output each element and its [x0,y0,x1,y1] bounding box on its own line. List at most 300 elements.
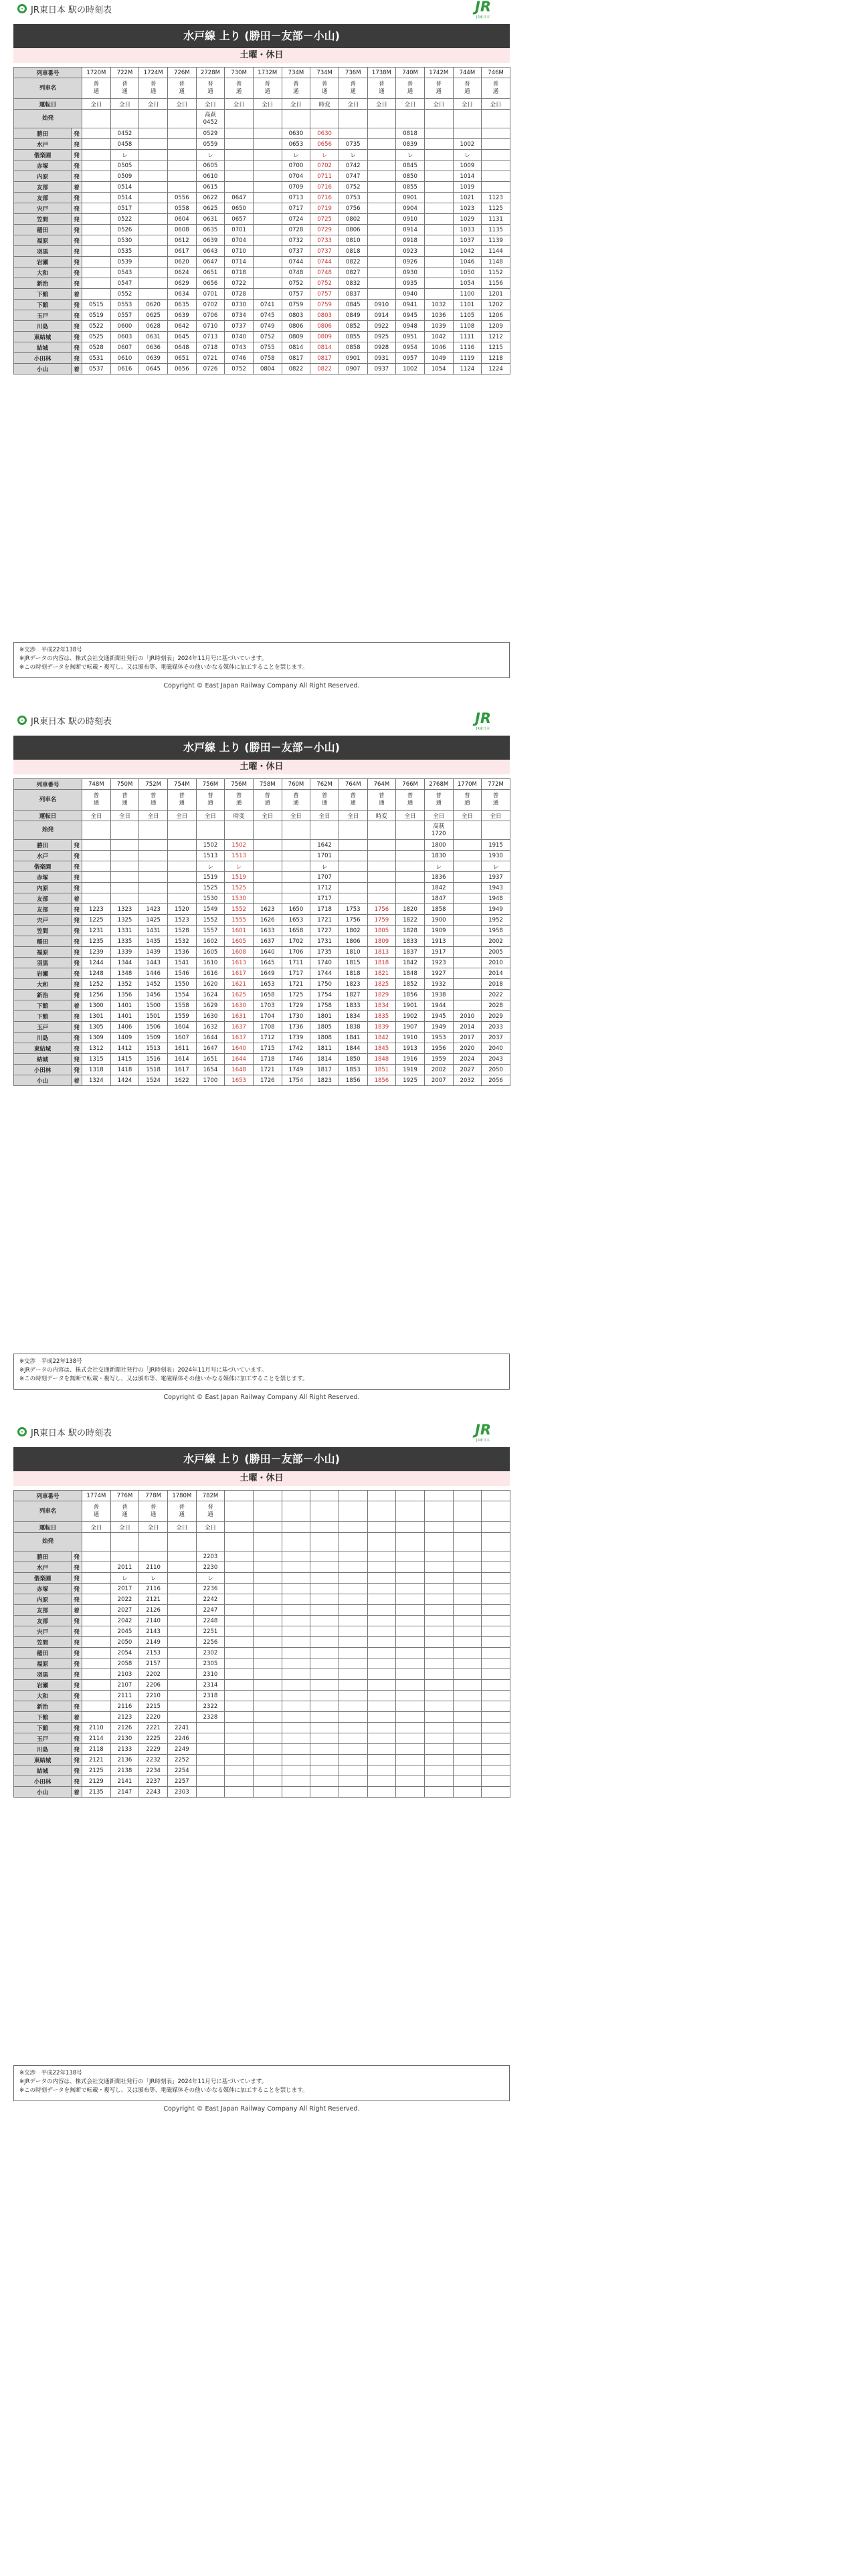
train-number [367,1491,396,1501]
time-cell [253,182,282,193]
arrival-departure-marker: 発 [72,1765,82,1776]
station-row [14,1712,510,1723]
time-cell: 0923 [396,246,425,257]
operation-day [396,1522,425,1533]
time-cell: 1608 [225,947,254,958]
station-row [14,1680,510,1691]
time-cell: 0718 [225,267,254,278]
time-cell [396,1755,425,1765]
time-cell [253,1658,282,1669]
time-cell: 0645 [167,332,196,342]
time-cell: 0855 [339,332,367,342]
station-name: 小山 [14,1075,72,1086]
note-line: ※交渉 平成22年138号 [19,1358,82,1365]
time-cell: 2010 [453,1011,482,1022]
time-cell: 0605 [196,160,225,171]
time-cell: 2221 [139,1723,168,1733]
operation-day: 全日 [196,1522,225,1533]
time-cell [167,1573,196,1584]
time-cell [396,1551,425,1562]
time-cell: 1805 [310,1022,339,1033]
time-cell: 1700 [196,1075,225,1086]
time-cell [339,1616,367,1626]
time-cell [367,1648,396,1658]
time-cell: 2029 [482,1011,510,1022]
time-cell: 1651 [196,1054,225,1065]
row-label: 列車番号 [14,779,82,790]
time-cell: レ [196,150,225,160]
time-cell: 0647 [225,193,254,203]
time-cell: 0515 [82,300,111,310]
time-cell: 0710 [225,246,254,257]
time-cell: 1323 [110,904,139,915]
time-cell: 1101 [453,300,482,310]
time-cell [282,1616,310,1626]
time-cell [396,861,425,872]
time-cell [367,235,396,246]
header-row [14,110,510,128]
operation-day: 全日 [196,99,225,110]
time-cell: 0617 [167,246,196,257]
time-cell: 0519 [82,310,111,321]
time-cell [310,1616,339,1626]
train-name: 普 通 [167,1501,196,1522]
station-row [14,1733,510,1744]
time-cell [282,1584,310,1594]
time-cell [225,1648,254,1658]
time-cell: 1513 [196,851,225,861]
time-cell: レ [225,861,254,872]
timetable-page [13,712,510,1414]
time-cell [167,128,196,139]
time-cell [453,1658,482,1669]
arrival-departure-marker: 発 [72,872,82,883]
time-cell [139,883,168,893]
time-cell: 1735 [310,947,339,958]
time-cell: 2328 [196,1712,225,1723]
time-cell [139,235,168,246]
time-cell: 1506 [139,1022,168,1033]
station-name: 川島 [14,321,72,332]
origin-station [282,1533,310,1551]
time-cell: 2149 [139,1637,168,1648]
time-cell [424,278,453,289]
time-cell [453,1616,482,1626]
operation-day: 全日 [310,811,339,821]
time-cell: 1833 [396,936,425,947]
train-number: 772M [482,779,510,790]
time-cell: 1842 [367,1033,396,1043]
train-name: 普 通 [139,78,168,99]
time-cell [424,289,453,300]
time-cell: 0748 [310,267,339,278]
time-cell [339,1765,367,1776]
station-name: 偕楽園 [14,150,72,160]
time-cell: 2141 [110,1776,139,1787]
time-cell [225,1573,254,1584]
time-cell: 1721 [310,915,339,926]
time-cell: 2126 [110,1723,139,1733]
time-cell [167,1669,196,1680]
time-cell [453,926,482,936]
time-cell: 0634 [167,289,196,300]
time-cell [253,872,282,883]
time-cell [253,278,282,289]
time-cell [225,1551,254,1562]
arrival-departure-marker: 発 [72,1011,82,1022]
time-cell: 0717 [282,203,310,214]
arrival-departure-marker: 発 [72,1658,82,1669]
time-cell [139,246,168,257]
time-cell: 1348 [110,968,139,979]
time-cell [367,861,396,872]
time-cell: 0817 [310,353,339,364]
arrival-departure-marker: 着 [72,1075,82,1086]
time-cell [139,893,168,904]
station-row [14,1594,510,1605]
station-name: 結城 [14,1765,72,1776]
time-cell [225,182,254,193]
time-cell [282,851,310,861]
time-cell: 0759 [310,300,339,310]
time-cell: 0539 [110,257,139,267]
station-row [14,1616,510,1626]
time-cell: 1607 [167,1033,196,1043]
station-name: 稲田 [14,936,72,947]
time-cell: 0737 [282,246,310,257]
time-cell: 2202 [139,1669,168,1680]
time-cell [367,1637,396,1648]
copyright: Copyright © East Japan Railway Company All Right Reserved. [163,682,360,689]
time-cell [139,840,168,851]
time-cell [339,1562,367,1573]
time-cell: 1406 [110,1022,139,1033]
time-cell: 0802 [339,214,367,225]
time-cell: 0918 [396,235,425,246]
time-cell: 0629 [167,278,196,289]
time-cell: 0635 [196,225,225,235]
train-number [482,1491,510,1501]
time-cell: 1206 [482,310,510,321]
time-cell [453,904,482,915]
station-name: 笠間 [14,214,72,225]
time-cell [453,990,482,1000]
time-cell [253,1584,282,1594]
time-cell [167,1680,196,1691]
train-name: 普 通 [196,78,225,99]
time-cell: 1913 [396,1043,425,1054]
row-label: 運転日 [14,811,82,821]
time-cell: 1605 [196,947,225,958]
time-cell [482,1712,510,1723]
train-number: 726M [167,68,196,78]
arrival-departure-marker: 発 [72,1669,82,1680]
time-cell [253,851,282,861]
origin-station [167,1533,196,1551]
train-name: 普 通 [396,78,425,99]
time-cell [396,1701,425,1712]
time-cell [82,893,111,904]
arrival-departure-marker: 着 [72,1000,82,1011]
time-cell: 0935 [396,278,425,289]
time-cell [453,1744,482,1755]
time-cell: 1915 [482,840,510,851]
time-cell: 1525 [196,883,225,893]
time-cell: 2017 [110,1584,139,1594]
origin-station [339,110,367,128]
time-cell: 0855 [396,182,425,193]
time-cell [282,1723,310,1733]
time-cell [167,1626,196,1637]
time-cell: 1916 [396,1054,425,1065]
time-cell [82,257,111,267]
time-cell [424,171,453,182]
time-cell: 0759 [282,300,310,310]
time-cell: 2135 [82,1787,111,1798]
time-cell: 1739 [282,1033,310,1043]
header-row [14,68,510,78]
time-cell: 1948 [482,893,510,904]
time-cell: 0552 [110,289,139,300]
time-cell [82,267,111,278]
train-name [225,1501,254,1522]
station-name: 友部 [14,193,72,203]
time-cell: 1721 [253,1065,282,1075]
arrival-departure-marker: 発 [72,214,82,225]
jr-logo-subtext: JR東日本 [476,727,490,731]
note-line: ※この時刻データを無断で転載・複写し、又は頒布等、電磁媒体その他いかなる媒体に加工することを禁じます。 [19,1376,308,1382]
time-cell: 2129 [82,1776,111,1787]
origin-station [253,110,282,128]
time-cell [225,1776,254,1787]
station-row [14,840,510,851]
time-cell: 2249 [167,1744,196,1755]
arrival-departure-marker: 発 [72,1637,82,1648]
train-number: 730M [225,68,254,78]
time-cell: 0837 [339,289,367,300]
time-cell [367,1626,396,1637]
time-cell [367,1658,396,1669]
time-cell: 1721 [282,979,310,990]
time-cell: 1717 [310,893,339,904]
station-row [14,1669,510,1680]
time-cell [253,160,282,171]
arrival-departure-marker: 発 [72,193,82,203]
time-cell [482,128,510,139]
time-cell [424,1776,453,1787]
train-name: 普 通 [482,78,510,99]
time-cell: 1729 [282,1000,310,1011]
time-cell: 2140 [139,1616,168,1626]
time-cell [82,171,111,182]
origin-station [196,1533,225,1551]
origin-station [453,821,482,840]
station-name: 下館 [14,1011,72,1022]
time-cell: 1801 [310,1011,339,1022]
time-cell: 1647 [196,1043,225,1054]
arrival-departure-marker: 着 [72,1712,82,1723]
operation-day: 全日 [253,99,282,110]
time-cell: 1616 [196,968,225,979]
time-cell [367,193,396,203]
time-cell [482,1594,510,1605]
time-cell: 2027 [453,1065,482,1075]
station-row [14,1011,510,1022]
arrival-departure-marker: 発 [72,936,82,947]
time-cell: 1431 [139,926,168,936]
station-row [14,364,510,374]
time-cell: 1418 [110,1065,139,1075]
time-cell: 1623 [253,904,282,915]
train-name: 普 通 [396,790,425,811]
time-cell [282,1680,310,1691]
time-cell: 1520 [167,904,196,915]
time-cell: 1718 [253,1054,282,1065]
time-cell [453,1765,482,1776]
time-cell [82,225,111,235]
time-cell [139,128,168,139]
time-cell: 1139 [482,235,510,246]
station-name: 羽黒 [14,246,72,257]
train-name [396,1501,425,1522]
time-cell: 1042 [453,246,482,257]
time-cell: 1439 [139,947,168,958]
operation-day: 全日 [453,99,482,110]
time-cell [167,1584,196,1594]
time-cell [424,1755,453,1765]
time-cell [167,182,196,193]
arrival-departure-marker: 発 [72,958,82,968]
station-name: 偕楽園 [14,1573,72,1584]
station-row [14,1584,510,1594]
train-name: 普 通 [110,1501,139,1522]
time-cell: 0901 [396,193,425,203]
time-cell: 2045 [110,1626,139,1637]
time-cell [196,1787,225,1798]
time-cell: 1806 [339,936,367,947]
time-cell: 1335 [110,936,139,947]
arrival-departure-marker: 発 [72,1054,82,1065]
station-name: 小田林 [14,1065,72,1075]
time-cell [424,1701,453,1712]
arrival-departure-marker: 発 [72,160,82,171]
time-cell: 0839 [396,139,425,150]
station-row [14,235,510,246]
train-number [253,1491,282,1501]
time-cell [82,160,111,171]
time-cell: 1730 [282,1011,310,1022]
time-cell [367,139,396,150]
time-cell [367,1701,396,1712]
station-row [14,1744,510,1755]
header-row [14,821,510,840]
time-cell: 0910 [367,300,396,310]
time-cell: 2110 [139,1562,168,1573]
time-cell [139,267,168,278]
time-cell [167,139,196,150]
station-name: 赤塚 [14,872,72,883]
station-name: 新治 [14,990,72,1000]
station-name: 岩瀬 [14,1680,72,1691]
time-cell [167,1637,196,1648]
time-cell [310,1755,339,1765]
operation-day [367,1522,396,1533]
time-cell [396,851,425,861]
time-cell: 1727 [310,926,339,936]
time-cell [453,1637,482,1648]
row-label: 列車番号 [14,1491,82,1501]
time-cell: 0628 [139,321,168,332]
time-cell [424,267,453,278]
time-cell: 1550 [167,979,196,990]
time-cell: レ [110,1573,139,1584]
time-cell [482,1691,510,1701]
time-cell [282,1594,310,1605]
station-name: 宍戸 [14,203,72,214]
time-cell [82,1594,111,1605]
time-cell [167,1605,196,1616]
operation-day [310,1522,339,1533]
time-cell [167,1616,196,1626]
time-cell [424,150,453,160]
train-name: 普 通 [310,790,339,811]
time-cell [253,1691,282,1701]
time-cell [396,840,425,851]
time-cell [339,1637,367,1648]
time-cell [196,1776,225,1787]
time-cell: 1938 [424,990,453,1000]
time-cell: 0639 [139,353,168,364]
station-name: 水戸 [14,1562,72,1573]
time-cell: 1452 [139,979,168,990]
time-cell: 1844 [339,1043,367,1054]
time-cell: 1423 [139,904,168,915]
time-cell: 0741 [253,300,282,310]
time-cell [424,1669,453,1680]
time-cell [82,289,111,300]
arrival-departure-marker: 発 [72,257,82,267]
time-cell: 2314 [196,1680,225,1691]
arrival-departure-marker: 発 [72,150,82,160]
time-cell [253,246,282,257]
origin-station [282,821,310,840]
time-cell: 1704 [253,1011,282,1022]
time-cell: 1944 [424,1000,453,1011]
time-cell [253,840,282,851]
time-cell [110,893,139,904]
time-cell: 0531 [82,353,111,364]
time-cell: 1256 [82,990,111,1000]
time-cell [196,1765,225,1776]
station-row [14,958,510,968]
time-cell: 0941 [396,300,425,310]
header-row [14,1491,510,1501]
time-cell [339,861,367,872]
operation-day: 全日 [82,1522,111,1533]
time-cell: 2229 [139,1744,168,1755]
time-cell [396,1691,425,1701]
time-cell: 0709 [282,182,310,193]
time-cell [424,1680,453,1691]
operation-day: 全日 [282,99,310,110]
station-name: 宍戸 [14,1626,72,1637]
time-cell: 0931 [367,353,396,364]
station-name: 大和 [14,979,72,990]
time-cell: 1046 [453,257,482,267]
station-row [14,893,510,904]
time-cell [225,128,254,139]
time-cell [482,1669,510,1680]
